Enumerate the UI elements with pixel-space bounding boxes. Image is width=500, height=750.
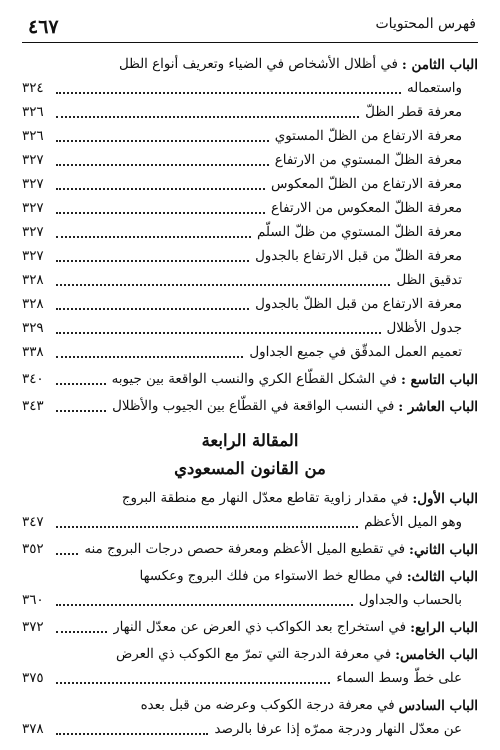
toc-entry (22, 173, 478, 197)
chapter-label: الباب الأول: (412, 491, 478, 507)
running-title: فهرس المحتويات (375, 16, 476, 32)
entry-page-number: ٣٤٧ (22, 515, 44, 530)
dot-leader (56, 80, 401, 94)
entry-page-number: ٣٧٥ (22, 671, 44, 686)
document-page (22, 10, 478, 742)
toc-entry (22, 487, 478, 511)
part-heading: المقالة الرابعة (201, 431, 299, 450)
toc-entry (22, 221, 478, 245)
entry-page-number: ٣٢٨ (22, 273, 44, 288)
entry-page-number: ٣٢٦ (22, 129, 44, 144)
chapter-label: الباب الرابع: (410, 620, 478, 636)
dot-leader (56, 721, 208, 735)
dot-leader (56, 176, 265, 190)
toc-entry (22, 101, 478, 125)
toc-entry (22, 667, 478, 691)
dot-leader (56, 670, 330, 684)
dot-leader (56, 371, 106, 385)
dot-leader (56, 296, 249, 310)
entry-page-number: ٣٧٨ (22, 722, 44, 737)
entry-title: في النسب الواقعة في القطّاع بين الجيوب والأظلال (112, 399, 395, 414)
entry-title: في معرفة درجة الكوكب وعرضه من قبل بعده (140, 698, 395, 713)
entry-page-number: ٣٢٧ (22, 177, 44, 192)
toc-entry (22, 538, 478, 562)
dot-leader (56, 224, 251, 238)
entry-title: في معرفة الدرجة التي تمرّ مع الكوكب ذي العرض (116, 647, 392, 662)
part-subheading: من القانون المسعودي (174, 459, 326, 478)
dot-leader (56, 541, 78, 555)
toc-entry (22, 565, 478, 589)
dot-leader (56, 398, 106, 412)
toc-entry (22, 149, 478, 173)
entry-page-number: ٣٢٧ (22, 225, 44, 240)
chapter-label: الباب السادس (398, 698, 478, 714)
entry-page-number: ٣٦٠ (22, 593, 44, 608)
entry-title: واستعماله (407, 81, 462, 96)
entry-page-number: ٣٢٦ (22, 105, 44, 120)
dot-leader (56, 152, 269, 166)
entry-title: على خطّ وسط السماء (336, 671, 462, 686)
entry-page-number: ٣٢٧ (22, 249, 44, 264)
entry-title: معرفة الظلّ من قبل الارتفاع بالجدول (255, 249, 462, 264)
toc-entry (22, 245, 478, 269)
toc-entry (22, 368, 478, 392)
toc-entry (22, 317, 478, 341)
entry-title: بالحساب والجداول (358, 593, 462, 608)
toc-entry (22, 694, 478, 718)
entry-title: وهو الميل الأعظم (364, 515, 462, 530)
entry-page-number: ٣٤٣ (22, 399, 44, 414)
entry-title: معرفة الارتفاع من الظلّ المعكوس (271, 177, 462, 192)
entry-title: في مطالع خط الاستواء من فلك البروج وعكسها (139, 569, 403, 584)
dot-leader (56, 248, 249, 262)
chapter-label: الباب الخامس: (395, 647, 478, 663)
page-number: ٤٦٧ (28, 16, 59, 38)
entry-title: معرفة الارتفاع من قبل الظلّ بالجدول (255, 297, 462, 312)
entry-page-number: ٣٢٨ (22, 297, 44, 312)
entry-page-number: ٣٧٢ (22, 620, 44, 635)
toc-entry (22, 511, 478, 535)
dot-leader (56, 514, 358, 528)
entry-title: عن معدّل النهار ودرجة ممرّه إذا عرفا بالرصد (214, 722, 462, 737)
entry-title: في تقطيع الميل الأعظم ومعرفة حصص درجات البروج منه (84, 542, 406, 557)
entry-page-number: ٣٢٤ (22, 81, 44, 96)
toc-entry (22, 341, 478, 365)
entry-page-number: ٣٢٩ (22, 321, 44, 336)
toc-entry (22, 293, 478, 317)
entry-title: معرفة قطر الظلّ (365, 105, 462, 120)
entry-title: معرفة الظلّ المستوي من الارتفاع (274, 153, 462, 168)
chapter-label: الباب التاسع : (400, 372, 478, 388)
entry-page-number: ٣٣٨ (22, 345, 44, 360)
dot-leader (56, 200, 265, 214)
dot-leader (56, 104, 359, 118)
entry-page-number: ٣٤٠ (22, 372, 44, 387)
entry-title: معرفة الظلّ المستوي من ظلّ السلّم (257, 225, 462, 240)
entry-title: معرفة الظلّ المعكوس من الارتفاع (271, 201, 462, 216)
entry-title: في مقدار زاوية تقاطع معدّل النهار مع منطقة البروج (121, 491, 409, 506)
toc-entry (22, 125, 478, 149)
toc-section-eighth-to-tenth (22, 53, 478, 419)
toc-entry (22, 589, 478, 613)
dot-leader (56, 592, 353, 606)
entry-title: في استخراج بعد الكواكب ذي العرض عن معدّل النهار (113, 620, 407, 635)
entry-title: في الشكل القطّاع الكري والنسب الواقعة بين جيوبه (111, 372, 397, 387)
page-header (22, 10, 478, 43)
toc-entry (22, 718, 478, 742)
toc-entry (22, 53, 478, 77)
entry-page-number: ٣٢٧ (22, 201, 44, 216)
chapter-label: الباب الثالث: (406, 569, 478, 585)
toc-entry (22, 197, 478, 221)
toc-entry (22, 643, 478, 667)
entry-title: تدقيق الظل (396, 273, 462, 288)
toc-entry (22, 395, 478, 419)
dot-leader (56, 344, 243, 358)
toc-entry (22, 77, 478, 101)
entry-title: تعميم العمل المدقّق في جميع الجداول (249, 345, 462, 360)
dot-leader (56, 619, 107, 633)
toc-entry (22, 269, 478, 293)
entry-title: في أظلال الأشخاص في الضياء وتعريف أنواع الظل (118, 57, 398, 72)
dot-leader (56, 320, 381, 334)
toc-section-first-to-sixth (22, 487, 478, 742)
chapter-label: الباب الثاني: (409, 542, 478, 558)
entry-page-number: ٣٢٧ (22, 153, 44, 168)
toc-entry (22, 616, 478, 640)
dot-leader (56, 272, 390, 286)
entry-title: معرفة الارتفاع من الظلّ المستوي (274, 129, 462, 144)
dot-leader (56, 128, 269, 142)
chapter-label: الباب العاشر : (398, 399, 478, 415)
chapter-label: الباب الثامن : (401, 57, 478, 73)
entry-page-number: ٣٥٢ (22, 542, 44, 557)
entry-title: جدول الأظلال (386, 321, 462, 336)
